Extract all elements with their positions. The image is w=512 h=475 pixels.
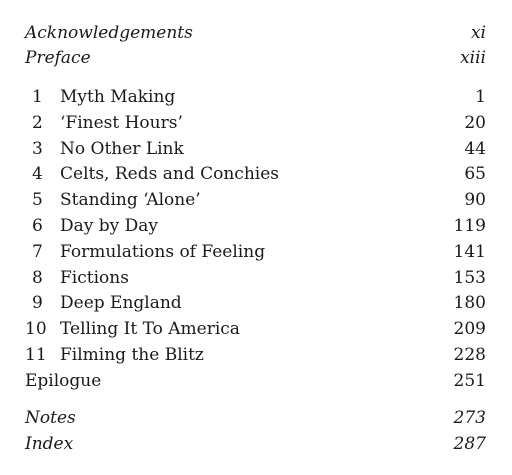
entry-page: 153 (453, 268, 486, 288)
chapter-number: 11 (25, 345, 47, 365)
chapter-number: 5 (32, 190, 43, 210)
entry-page: 65 (464, 164, 486, 184)
entry-page: 209 (453, 319, 486, 339)
chapter-number: 8 (32, 268, 43, 288)
entry-page: 287 (453, 434, 486, 454)
entry-title: Acknowledgements (25, 23, 193, 43)
toc-entry-chapter-3 (25, 137, 486, 161)
entry-page: xiii (460, 48, 486, 68)
entry-title: Deep England (60, 293, 182, 313)
chapter-number: 4 (32, 164, 43, 184)
toc-entry-chapter-1 (25, 85, 486, 109)
entry-title: Fictions (60, 268, 129, 288)
chapter-number: 10 (25, 319, 47, 339)
toc-entry-chapter-2 (25, 111, 486, 135)
toc-entry-chapter-4 (25, 162, 486, 186)
entry-title: Telling It To America (60, 319, 240, 339)
toc-entry-chapter-10 (25, 317, 486, 341)
chapter-number: 9 (32, 293, 43, 313)
entry-page: 180 (453, 293, 486, 313)
toc-entry-chapter-9 (25, 291, 486, 315)
entry-page: 119 (453, 216, 486, 236)
toc-entry-chapter-11 (25, 343, 486, 367)
toc-entry-index (25, 432, 486, 456)
chapter-number: 3 (32, 139, 43, 159)
entry-page: 44 (464, 139, 486, 159)
toc-entry-chapter-6 (25, 214, 486, 238)
entry-title: Day by Day (60, 216, 159, 236)
entry-page: 20 (464, 113, 486, 133)
toc-entry-chapter-8 (25, 266, 486, 290)
entry-title: Preface (25, 48, 91, 68)
toc-entry-chapter-7 (25, 240, 486, 264)
entry-title: Epilogue (25, 371, 102, 391)
entry-page: 90 (464, 190, 486, 210)
entry-title: Celts, Reds and Conchies (60, 164, 279, 184)
entry-page: 228 (453, 345, 486, 365)
entry-title: Index (25, 434, 74, 454)
toc-entry-acknowledgements (25, 21, 486, 45)
chapter-number: 6 (32, 216, 43, 236)
entry-title: ‘Finest Hours’ (60, 113, 183, 133)
toc-entry-chapter-5 (25, 188, 486, 212)
entry-page: 1 (475, 87, 486, 107)
entry-title: Filming the Blitz (60, 345, 204, 365)
chapter-number: 7 (32, 242, 43, 262)
toc-entry-preface (25, 46, 486, 70)
toc-entry-epilogue (25, 369, 486, 393)
entry-title: Notes (25, 408, 76, 428)
entry-title: Standing ‘Alone’ (60, 190, 201, 210)
entry-title: Formulations of Feeling (60, 242, 266, 262)
entry-page: 251 (453, 371, 486, 391)
entry-page: 141 (453, 242, 486, 262)
chapter-number: 2 (32, 113, 43, 133)
entry-page: xi (470, 23, 486, 43)
chapter-number: 1 (32, 87, 43, 107)
entry-title: Myth Making (60, 87, 176, 107)
entry-title: No Other Link (60, 139, 184, 159)
toc-entry-notes (25, 406, 486, 430)
entry-page: 273 (453, 408, 486, 428)
